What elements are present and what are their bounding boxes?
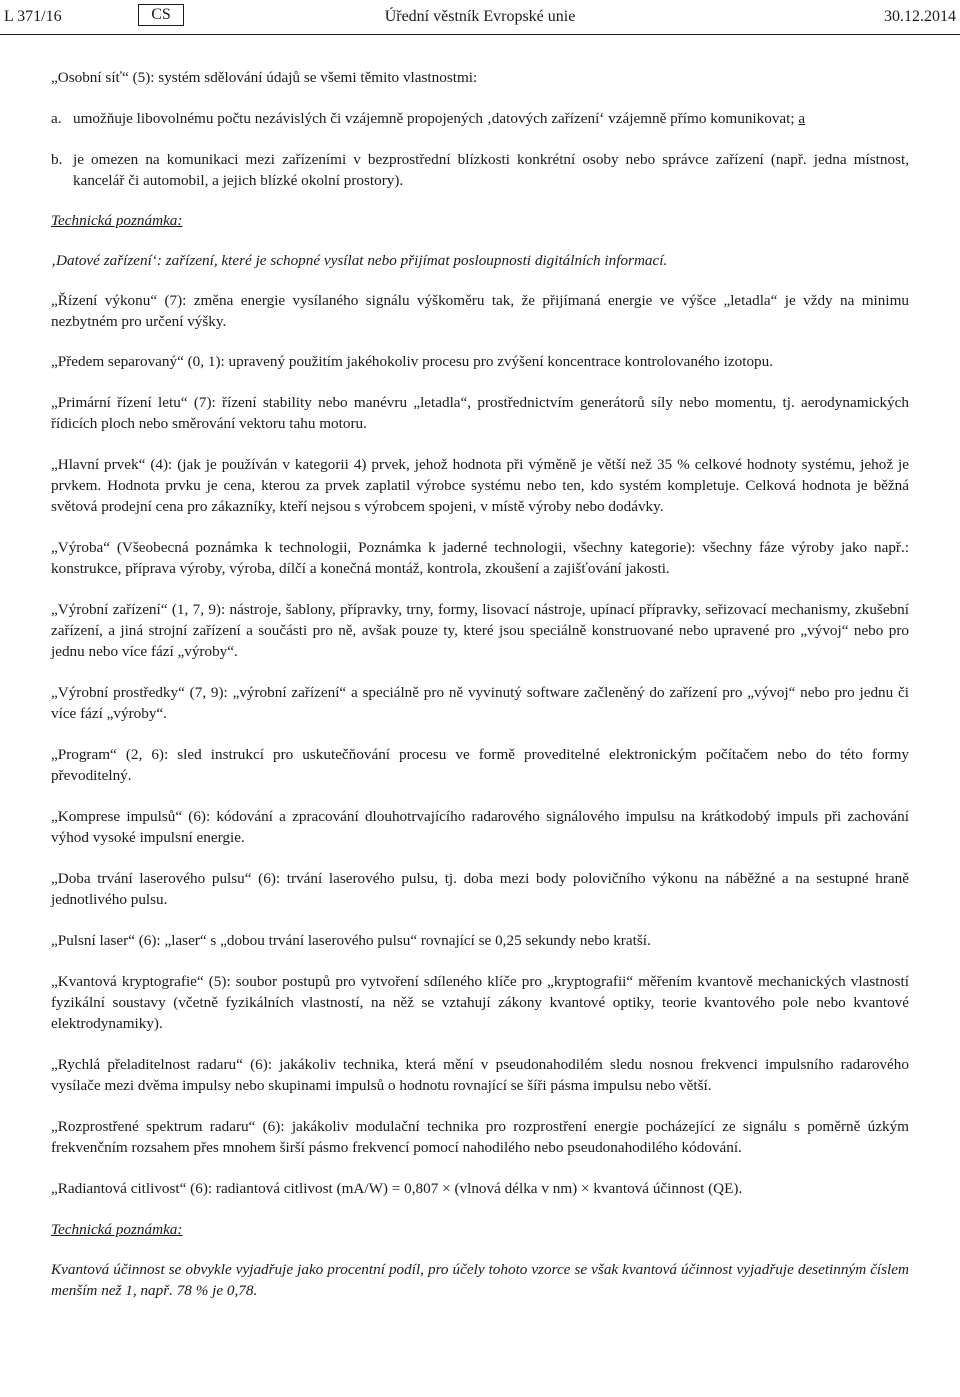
list-item-a-conjunction: a [798,110,806,127]
list-item-a [51,108,909,129]
language-code-box: CS [138,4,184,26]
definition-vyrobni-zarizeni: „Výrobní zařízení“ (1, 7, 9): nástroje, šablony, přípravky, trny, formy, lisovací nástroje, upínací přípravky, seřizovací mechanismy, zkušební zařízení, a jiná strojní zařízení a součásti pro ně, avšak pouze ty, které jsou speciálně konstruované nebo upravené pro „vývoj“ nebo pro jednu nebo více fází „výroby“. [51,601,909,660]
definition-komprese-impulsu: „Komprese impulsů“ (6): kódování a zpracování dlouhotrvajícího radarového signálového impulsu na krátkodobý impuls při zachování výhod vysoké impulsní energie. [51,808,909,846]
definition-rozprostrene-spektrum-radaru: „Rozprostřené spektrum radaru“ (6): jakákoliv modulační technika pro rozprostření energie pocházející ze signálu s poměrně úzkým frekvenčním rozsahem přes mnohem širší pásmo frekvencí pomocí nahodilého nebo pseudonahodilého kódování. [51,1118,909,1156]
definition-rizeni-vykonu: „Řízení výkonu“ (7): změna energie vysílaného signálu výškoměru tak, že přijímaná energie ve výšce „letadla“ je vždy na minimu nezbytném pro určení výšky. [51,292,909,330]
list-item-b-text: je omezen na komunikaci mezi zařízeními v bezprostřední blízkosti konkrétní osoby nebo správce zařízení (např. jedna místnost, kancelář či automobil, a jejich blízké okolní prostory). [73,151,909,189]
definition-kvantova-kryptografie: „Kvantová kryptografie“ (5): soubor postupů pro vytvoření sdíleného klíče pro „kryptografii“ měřením kvantově mechanických vlastností fyzikální soustavy (včetně fyzikálních vlastností, na něž se vztahují zákony kvantové optiky, teorie kvantového pole nebo kvantové elektrodynamiky). [51,973,909,1032]
definition-radiantova-citlivost: „Radiantová citlivost“ (6): radiantová citlivost (mA/W) = 0,807 × (vlnová délka v nm) × kvantová účinnost (QE). [51,1180,743,1197]
definition-hlavni-prvek: „Hlavní prvek“ (4): (jak je používán v kategorii 4) prvek, jehož hodnota při výměně je větší než 35 % celkové hodnoty systému, jehož je prvkem. Hodnota prvku je cena, kterou za prvek zaplatil výrobce systému nebo ten, kdo systém kompletuje. Celková hodnota je běžná světová prodejní cena pro zákazníky, kteří nejsou s výrobcem spojeni, v místě výroby nebo dodávky. [51,456,909,515]
technical-note-kvantova-ucinnost: Kvantová účinnost se obvykle vyjadřuje jako procentní podíl, pro účely tohoto vzorce se však kvantová účinnost vyjadřuje desetinným číslem menším než 1, např. 78 % je 0,78. [51,1261,909,1299]
definition-datove-zarizeni: ‚Datové zařízení‘: zařízení, které je schopné vysílat nebo přijímat posloupnosti digitálních informací. [51,252,668,269]
definition-vyroba: „Výroba“ (Všeobecná poznámka k technologii, Poznámka k jaderné technologii, všechny kategorie): všechny fáze výroby jako např.: konstrukce, příprava výroby, výroba, dílčí a konečná montáž, kontrola, zkoušení a zajišťování jakosti. [51,539,909,577]
publication-date: 30.12.2014 [884,8,956,25]
document-body [51,67,909,1301]
definition-program: „Program“ (2, 6): sled instrukcí pro uskutečňování procesu ve formě proveditelné elektronickým počítačem nebo do této formy převoditelný. [51,746,909,784]
definition-pulsni-laser: „Pulsní laser“ (6): „laser“ s „dobou trvání laserového pulsu“ rovnající se 0,25 sekundy nebo kratší. [51,932,651,949]
list-item-a-text: umožňuje libovolnému počtu nezávislých či vzájemně propojených ‚datových zařízení‘ vzájemně přímo komunikovat; [73,110,799,127]
definition-osobni-sit: „Osobní síť“ (5): systém sdělování údajů se všemi těmito vlastnostmi: [51,69,478,86]
journal-title: Úřední věstník Evropské unie [384,8,576,25]
definition-primarni-rizeni-letu: „Primární řízení letu“ (7): řízení stability nebo manévru „letadla“, prostřednictvím generátorů síly nebo momentu, tj. aerodynamických řídicích ploch nebo směrování vektoru tahu motoru. [51,394,909,432]
technical-note-heading: Technická poznámka: [51,212,183,229]
definition-predem-separovany: „Předem separovaný“ (0, 1): upravený použitím jakéhokoliv procesu pro zvýšení koncentrace kontrolovaného izotopu. [51,353,774,370]
list-item-a-content [73,108,909,129]
definition-rychla-preladitelnost-radaru: „Rychlá přeladitelnost radaru“ (6): jakákoliv technika, která mění v pseudonahodilém sledu nosnou frekvenci impulsního radarového vysílače mezi dvěma impulsy nebo skupinami impulsů o hodnotu rovnající se šíři pásma impulsu nebo větší. [51,1056,909,1094]
definition-vyrobni-prostredky: „Výrobní prostředky“ (7, 9): „výrobní zařízení“ a speciálně pro ně vyvinutý software začleněný do zařízení pro „vývoj“ nebo pro jednu či více fází „výroby“. [51,684,909,722]
list-item-a-label: a. [51,110,62,127]
journal-reference: L 371/16 [4,8,62,25]
header-rule [0,34,960,35]
list-item-b-label: b. [51,151,63,168]
technical-note-heading-2: Technická poznámka: [51,1221,183,1238]
list-item-b [51,149,909,191]
definition-doba-trvani-laseroveho-pulsu: „Doba trvání laserového pulsu“ (6): trvání laserového pulsu, tj. doba mezi body polovičního výkonu na náběžné a na sestupné hraně jednotlivého pulsu. [51,870,909,908]
page-header [4,4,956,32]
